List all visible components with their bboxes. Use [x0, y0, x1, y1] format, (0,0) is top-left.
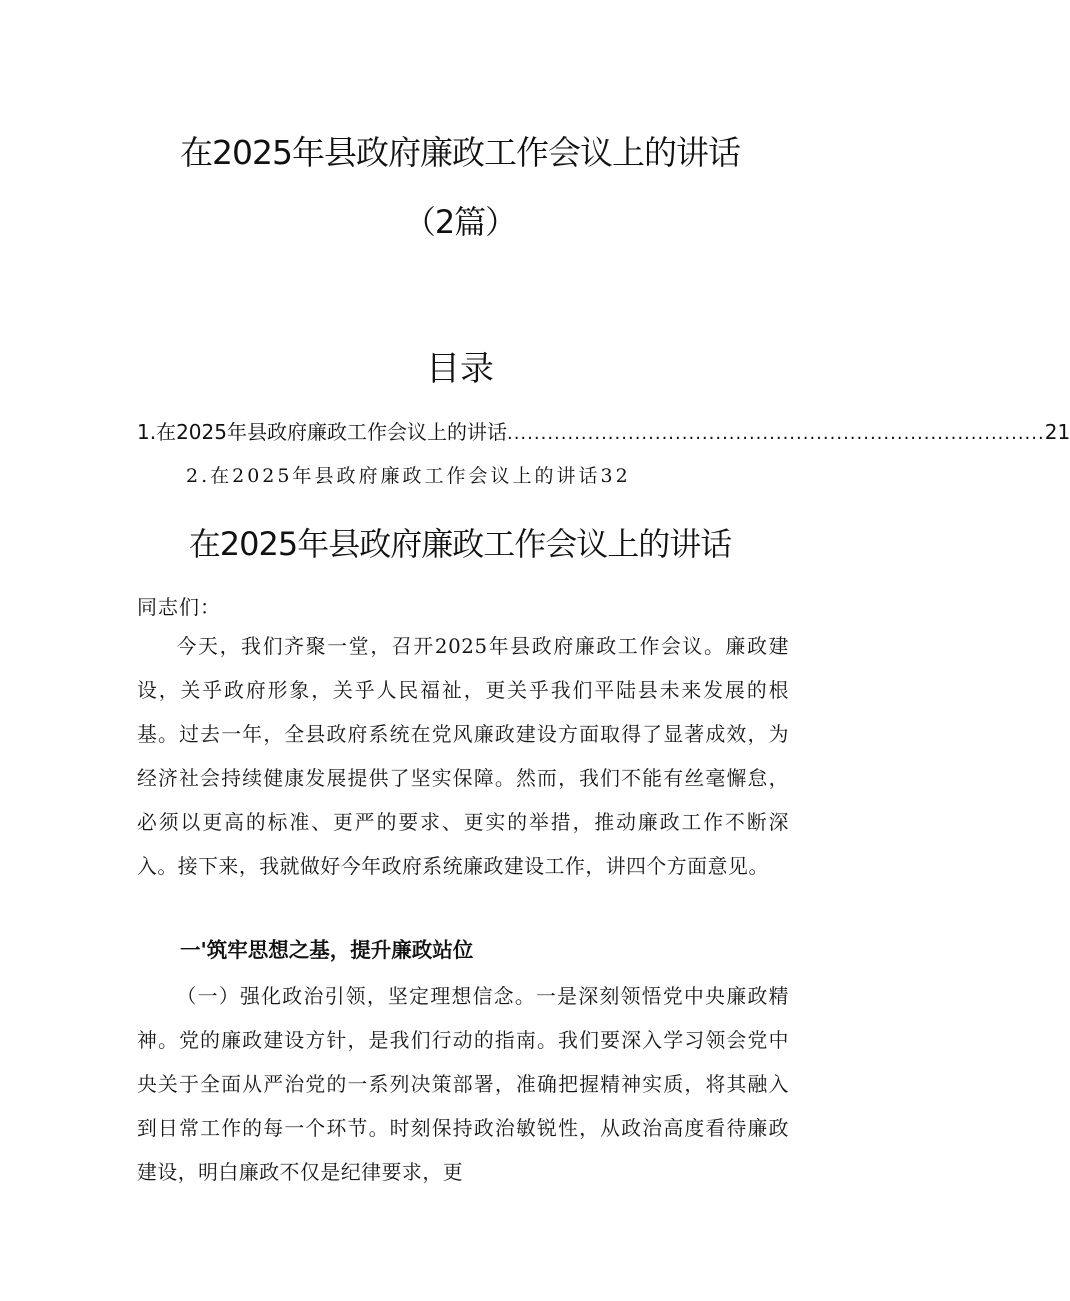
paragraph-text: （一）强化政治引领，坚定理想信念。一是深刻领悟党中央廉政精神。党的廉政建设方针，是我们行动的指南。我们要深入学习领会党中央关于全面从严治党的一系列决策部署，准确把握精神实质，将其融入到日常工作的每一个环节。时刻保持政治敏锐性，从政治高度看待廉政建设，明白廉政不仅是纪律要求，更 [137, 985, 789, 1184]
body-paragraph [137, 625, 789, 889]
paragraph-text: 今天，我们齐聚一堂，召开2025年县政府廉政工作会议。廉政建设，关乎政府形象，关乎人民福祉，更关乎我们平陆县未来发展的根基。过去一年，全县政府系统在党风廉政建设方面取得了显著成效，为经济社会持续健康发展提供了坚实保障。然而，我们不能有丝毫懈怠，必须以更高的标准、更严的要求、更实的举措，推动廉政工作不断深入。接下来，我就做好今年政府系统廉政建设工作，讲四个方面意见。 [137, 635, 789, 878]
document-title: 在2025年县政府廉政工作会议上的讲话 [180, 133, 740, 172]
greeting: 同志们： [137, 595, 221, 619]
toc-item-label: 2.在2025年县政府廉政工作会议上的讲话32 [186, 465, 631, 487]
toc-heading: 目录 [426, 349, 494, 389]
toc-item-label: 1.在2025年县政府廉政工作会议上的讲话 [137, 420, 507, 444]
toc-leader-dots: ................................................................................ [506, 423, 1045, 444]
toc-item[interactable] [137, 417, 1070, 449]
section-heading: 一'筑牢思想之基，提升廉政站位 [180, 938, 474, 962]
body-paragraph [137, 975, 789, 1195]
toc-item-page: 21 [1044, 420, 1070, 444]
toc-item[interactable] [186, 461, 631, 491]
section-title: 在2025年县政府廉政工作会议上的讲话 [188, 525, 732, 563]
article-count: （2篇） [403, 203, 517, 241]
